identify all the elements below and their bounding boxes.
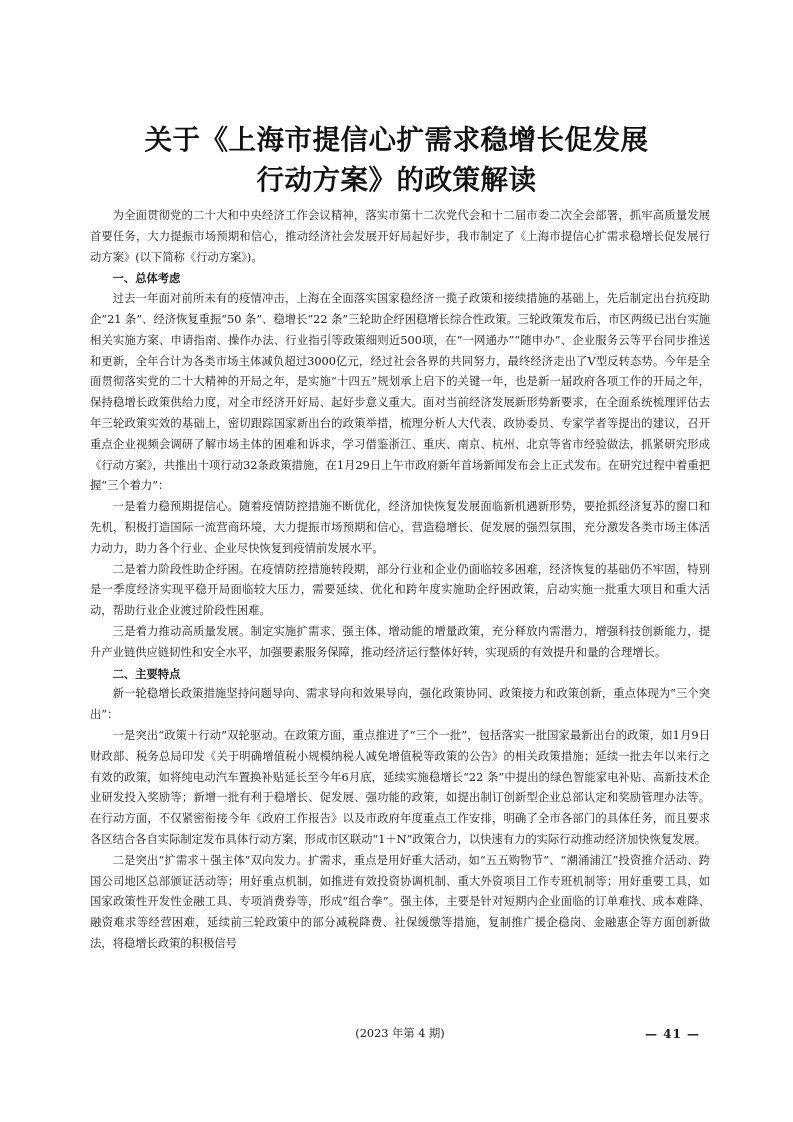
title-line-2: 行动方案》的政策解读 bbox=[256, 164, 537, 196]
section1-paragraph-3: 二是着力阶段性助企纾困。在疫情防控措施转段期，部分行业和企业仍面临较多困难，经济恢复的基础仍不牢固，特别是一季度经济实现平稳开局面临较大压力，需要延续、优化和跨年度实施助企纾困政策，启动实施一批重大项目和重大活动，帮助行业企业渡过阶段性困难。 bbox=[90, 562, 710, 618]
document-body bbox=[90, 206, 710, 955]
document-title bbox=[60, 120, 733, 200]
section2-paragraph-2: 一是突出“政策＋行动”双轮驱动。在政策方面，重点推进了“三个一批”，包括落实一批国家最新出台的政策，如1月9日财政部、税务总局印发《关于明确增值税小规模纳税人减免增值税等政策的公告》的相关政策措施；延续一批去年以来行之有效的政策，如将纯电动汽车置换补贴延长至今年6月底，延续实施稳增长“22 条”中提出的绿色智能家电补贴、高新技术企业研发投入奖励等；新增一批有利于稳增长、促发展、强功能的政策，如提出制订创新型企业总部认定和奖励管理办法等。在行动方面，不仅紧密衔接今年《政府工作报告》以及市政府年度重点工作安排，明确了全市各部门的具体任务，而且要求各区结合各自实际制定发布具体行动方案，形成市区联动“1＋N”政策合力，以快速有力的实际行动推动经济加快恢复发展。 bbox=[90, 728, 710, 846]
section1-paragraph-4: 三是着力推动高质量发展。制定实施扩需求、强主体、增动能的增量政策，充分释放内需潜力，增强科技创新能力，提升产业链供应链韧性和安全水平，加强要素服务保障，推动经济运行整体好转，实现质的有效提升和量的合理增长。 bbox=[90, 624, 710, 659]
section-heading-2: 二、主要特点 bbox=[112, 666, 181, 681]
section2-paragraph-1: 新一轮稳增长政策措施坚持问题导向、需求导向和效果导向，强化政策协同、政策接力和政策创新，重点体现为“三个突出”： bbox=[90, 687, 710, 722]
title-line-1: 关于《上海市提信心扩需求稳增长促发展 bbox=[144, 124, 649, 156]
issue-label: (2023 年第 4 期) bbox=[355, 1027, 445, 1040]
intro-paragraph: 为全面贯彻党的二十大和中央经济工作会议精神，落实市第十二次党代会和十二届市委二次全会部署，抓牢高质量发展首要任务，大力提振市场预期和信心，推动经济社会发展开好局起好步，我市制定了《上海市提信心扩需求稳增长促发展行动方案》(以下简称《行动方案》)。 bbox=[90, 209, 710, 264]
page-footer bbox=[90, 1024, 710, 1044]
page-number: — 41 — bbox=[644, 1027, 700, 1041]
section-heading-1: 一、总体考虑 bbox=[112, 271, 181, 286]
section2-paragraph-3: 二是突出“扩需求＋强主体”双向发力。扩需求，重点是用好重大活动，如“五五购物节”、“潮涌浦江”投资推介活动、跨国公司地区总部颁证活动等；用好重点机制，如推进有效投资协调机制、重大外资项目工作专班机制等；用好重要工具，如国家政策性开发性金融工具、专项消费券等，形成“组合拳”。强主体，主要是针对短期内企业面临的订单难找、成本难降、融资难求等经营困难，延续前三轮政策中的部分减税降费、社保缓缴等措施，复制推广援企稳岗、金融惠企等方面创新做法，将稳增长政策的积极信号 bbox=[90, 853, 710, 950]
section1-paragraph-2: 一是着力稳预期提信心。随着疫情防控措施不断优化，经济加快恢复发展面临新机遇新形势，要抢抓经济复苏的窗口和先机，积极打造国际一流营商环境，大力提振市场预期和信心，营造稳增长、促发展的强烈氛围，充分激发各类市场主体活力动力，助力各个行业、企业尽快恢复到疫情前发展水平。 bbox=[90, 500, 710, 555]
section1-paragraph-1: 过去一年面对前所未有的疫情冲击，上海在全面落实国家稳经济一揽子政策和接续措施的基础上，先后制定出台抗疫助企“21 条”、经济恢复重振“50 条”、稳增长“22 条”三轮助企纾困稳增长综合性政策。三轮政策发布后，市区两级已出台实施相关实施方案、申请指南、操作办法、行业指引等政策细则近500项，在“一网通办”“随申办”、企业服务云等平台同步推送和更新，全年合计为各类市场主体减负超过3000亿元，经过社会各界的共同努力，最终经济走出了V型反转态势。今年是全面贯彻落实党的二十大精神的开局之年，是实施“十四五”规划承上启下的关键一年，也是新一届政府各项工作的开局之年，保持稳增长政策供给力度，对全市经济开好局、起好步意义重大。面对当前经济发展新形势新要求，在全面系统梳理评估去年三轮政策实效的基础上，密切跟踪国家新出台的政策举措，梳理分析人大代表、政协委员、专家学者等提出的建议，召开重点企业视频会调研了解市场主体的困难和诉求，学习借鉴浙江、重庆、南京、杭州、北京等省市经验做法，抓紧研究形成《行动方案》，共推出十项行动32条政策措施，在1月29日上午市政府新年首场新闻发布会上正式发布。在研究过程中着重把握“三个着力”： bbox=[90, 292, 710, 493]
